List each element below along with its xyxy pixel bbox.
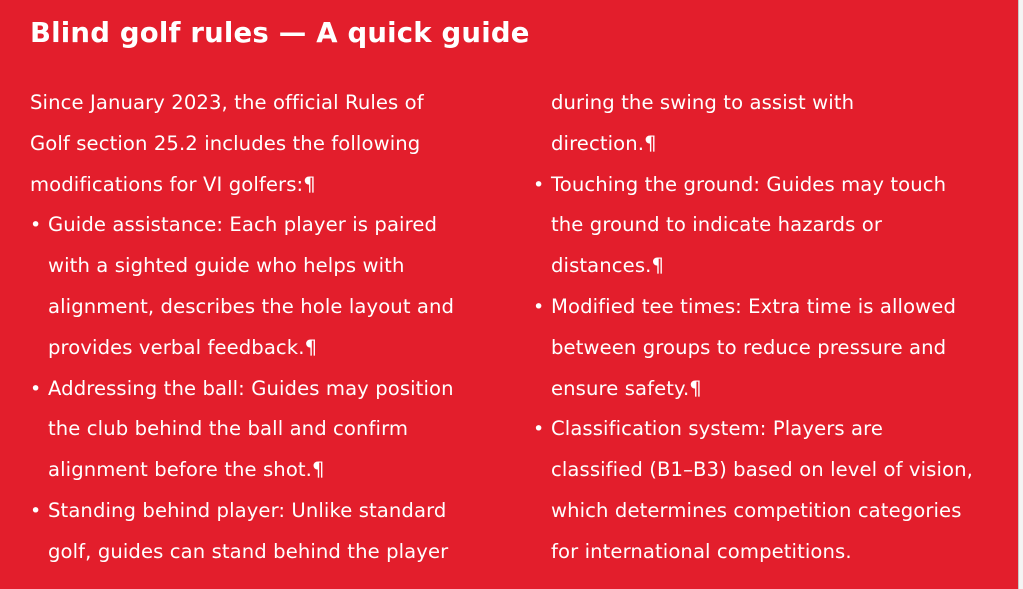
item-line: the ground to indicate hazards or (551, 213, 882, 237)
continuation-line: direction.¶ (551, 131, 657, 155)
bullet-icon: • (533, 173, 545, 196)
item-line: the club behind the ball and confirm (48, 417, 409, 441)
item-line: ensure safety.¶ (551, 376, 702, 400)
item-line: Touching the ground: Guides may touch (551, 172, 947, 196)
page-edge-divider (1018, 0, 1023, 589)
left-column (30, 83, 492, 573)
bullet-icon: • (533, 418, 545, 441)
item-line: Addressing the ball: Guides may position (48, 376, 454, 400)
page-title: Blind golf rules — A quick guide (30, 17, 530, 49)
bullet-icon: • (30, 214, 42, 237)
item-line: distances.¶ (551, 254, 665, 278)
bullet-item-touching-the-ground (533, 165, 1003, 287)
item-line: provides verbal feedback.¶ (48, 335, 318, 359)
item-line: classified (B1–B3) based on level of vision, (551, 458, 973, 482)
item-line: alignment before the shot.¶ (48, 458, 325, 482)
intro-line: modifications for VI golfers:¶ (30, 172, 316, 196)
intro-line: Since January 2023, the official Rules of (30, 91, 424, 114)
bullet-icon: • (30, 499, 42, 522)
bullet-icon: • (30, 377, 42, 400)
item-line: alignment, describes the hole layout and (48, 294, 455, 318)
bullet-icon: • (533, 295, 545, 318)
item-line: which determines competition categories (551, 498, 962, 522)
item-line: for international competitions. (551, 539, 852, 563)
bullet-item-guide-assistance (30, 205, 492, 368)
item-line: with a sighted guide who helps with (48, 254, 405, 278)
item-line: Standing behind player: Unlike standard (48, 498, 447, 522)
right-column (533, 83, 1003, 573)
item-line: between groups to reduce pressure and (551, 335, 947, 359)
bullet-item-classification-system (533, 409, 1003, 572)
item-line: Guide assistance: Each player is paired (48, 213, 438, 237)
continuation-line: during the swing to assist with (551, 91, 855, 114)
intro-line: Golf section 25.2 includes the following (30, 131, 421, 155)
item-line: Classification system: Players are (551, 417, 884, 441)
bullet-item-standing-behind-player (30, 491, 492, 573)
bullet-item-addressing-the-ball (30, 369, 492, 491)
item-line: golf, guides can stand behind the player (48, 539, 449, 563)
item-line: Modified tee times: Extra time is allowed (551, 294, 956, 318)
bullet-item-modified-tee-times (533, 287, 1003, 409)
